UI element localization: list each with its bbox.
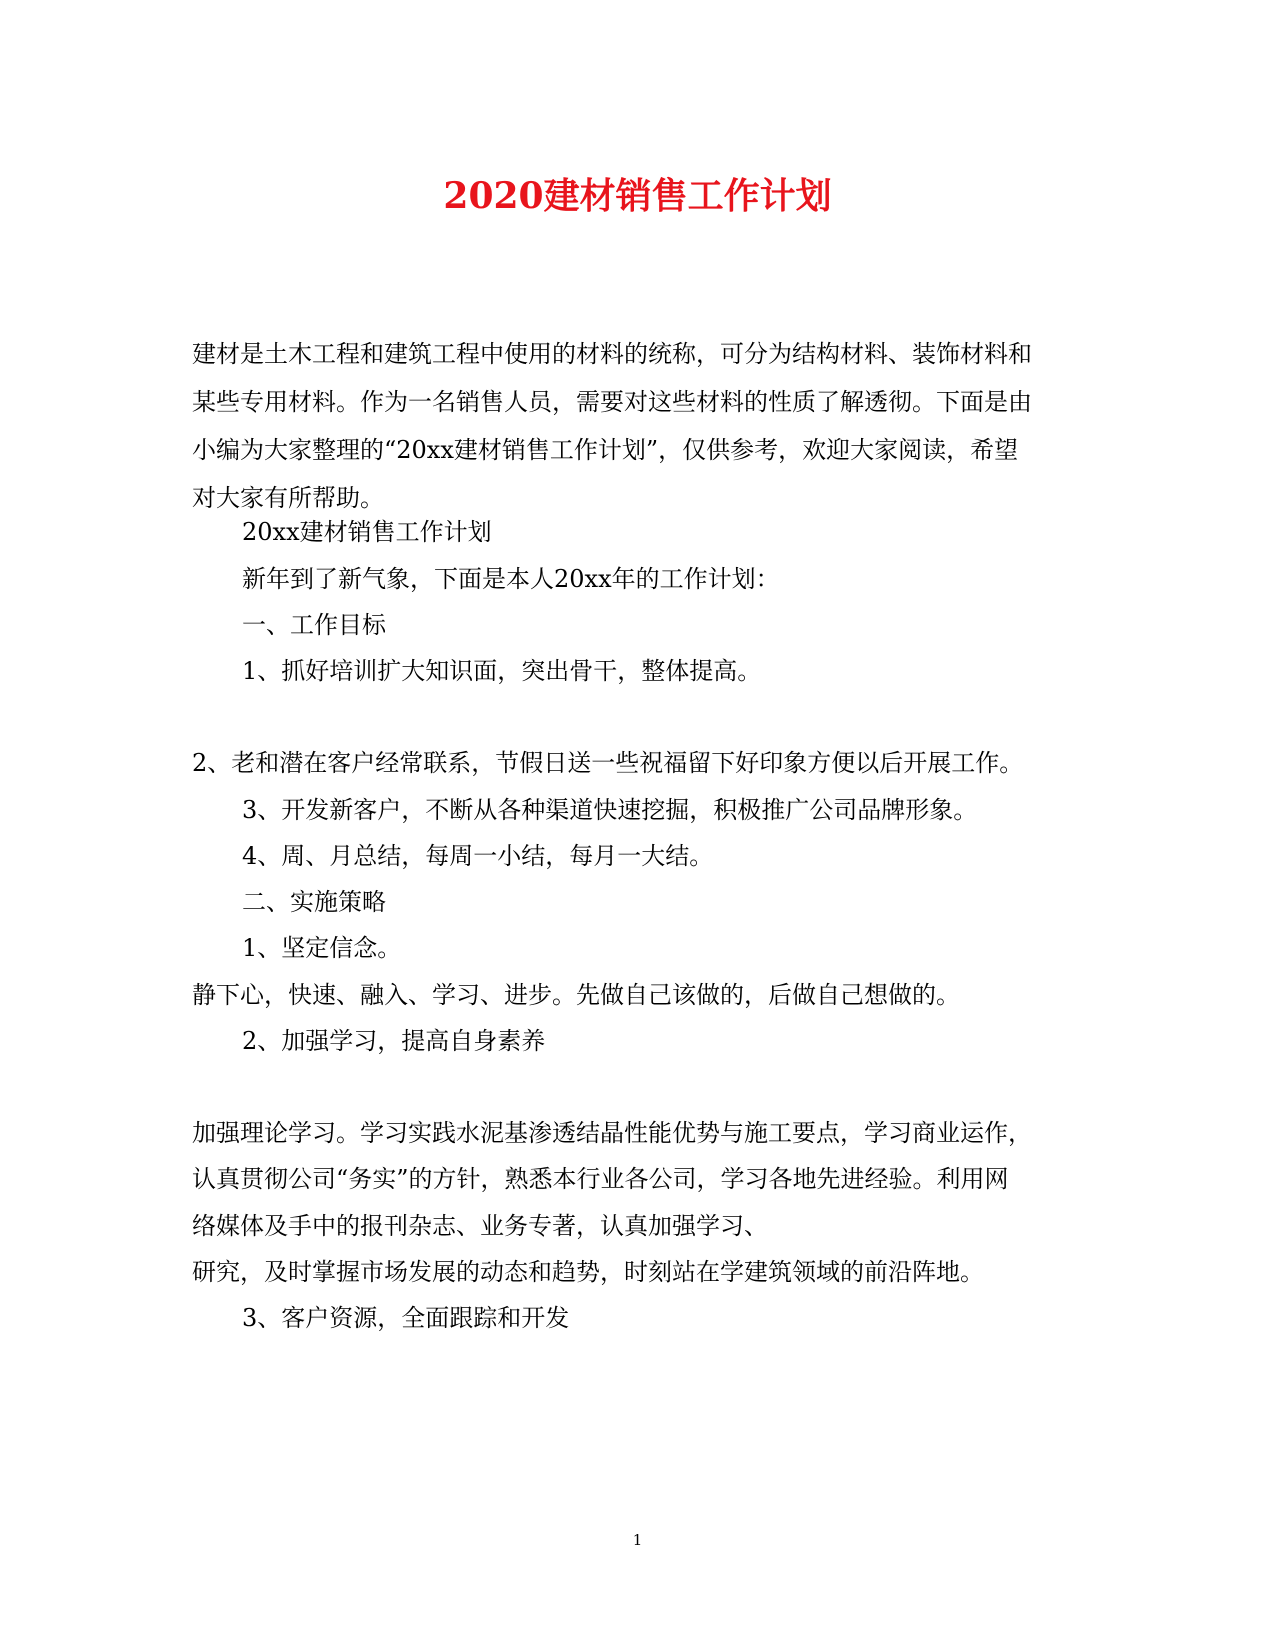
intro-line: 对大家有所帮助。 <box>192 484 384 512</box>
intro-paragraph <box>192 330 1072 522</box>
intro-line: 建材是土木工程和建筑工程中使用的材料的统称，可分为结构材料、装饰材料和 <box>192 340 1032 368</box>
list-item: 3、开发新客户，不断从各种渠道快速挖掘，积极推广公司品牌形象。 <box>242 796 978 824</box>
subtitle-heading: 20xx建材销售工作计划 <box>242 518 492 546</box>
list-item: 2、老和潜在客户经常联系，节假日送一些祝福留下好印象方便以后开展工作。 <box>192 749 1024 777</box>
list-item: 1、抓好培训扩大知识面，突出骨干，整体提高。 <box>242 657 762 685</box>
section-heading: 二、实施策略 <box>242 888 386 916</box>
list-item: 1、坚定信念。 <box>242 934 402 962</box>
body-line: 络媒体及手中的报刊杂志、业务专著，认真加强学习、 <box>192 1212 768 1240</box>
list-item: 3、客户资源，全面跟踪和开发 <box>242 1304 570 1332</box>
list-item: 4、周、月总结，每周一小结，每月一大结。 <box>242 842 714 870</box>
list-item: 2、加强学习，提高自身素养 <box>242 1027 546 1055</box>
page-title: 2020建材销售工作计划 <box>443 175 832 217</box>
section-heading: 一、工作目标 <box>242 611 386 639</box>
body-line: 新年到了新气象，下面是本人20xx年的工作计划： <box>242 565 780 593</box>
intro-line: 某些专用材料。作为一名销售人员，需要对这些材料的性质了解透彻。下面是由 <box>192 388 1032 416</box>
body-line: 静下心，快速、融入、学习、进步。先做自己该做的，后做自己想做的。 <box>192 981 960 1009</box>
intro-line: 小编为大家整理的“20xx建材销售工作计划”，仅供参考，欢迎大家阅读，希望 <box>192 436 1019 464</box>
body-line: 认真贯彻公司“务实”的方针，熟悉本行业各公司，学习各地先进经验。利用网 <box>192 1165 1009 1193</box>
body-line: 加强理论学习。学习实践水泥基渗透结晶性能优势与施工要点，学习商业运作， <box>192 1119 1032 1147</box>
body-line: 研究，及时掌握市场发展的动态和趋势，时刻站在学建筑领域的前沿阵地。 <box>192 1258 984 1286</box>
page-number: 1 <box>632 1531 643 1549</box>
